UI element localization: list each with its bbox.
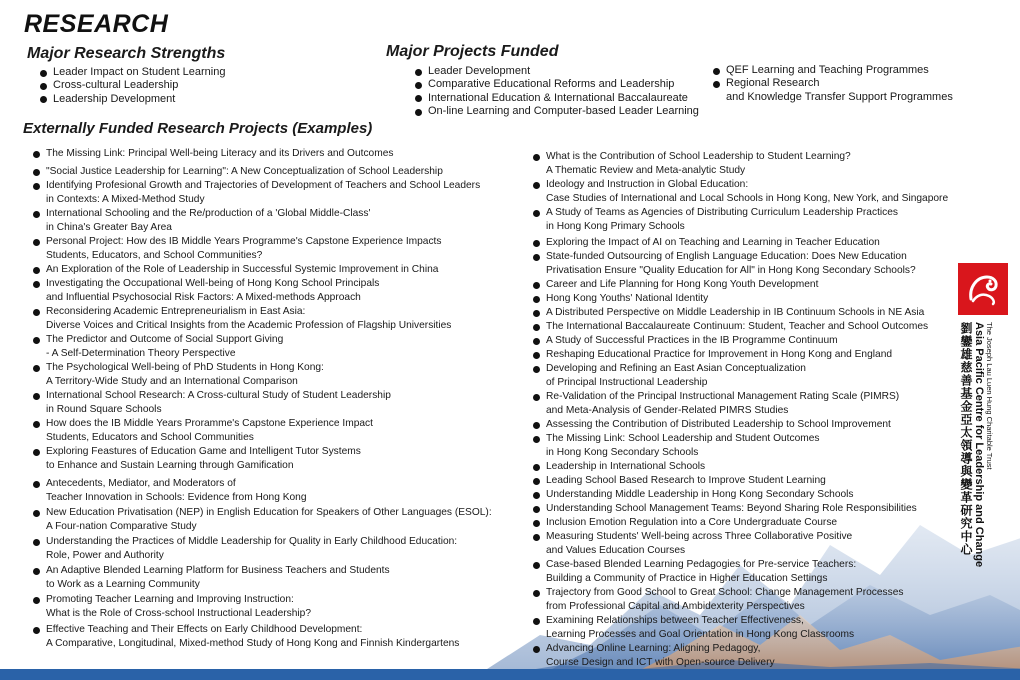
item-line: A Territory-Wide Study and an International Comparison xyxy=(46,376,298,387)
item-line: Leading School Based Research to Improve Student Learning xyxy=(546,475,826,486)
item-line: The Missing Link: Principal Well-being Literacy and its Drivers and Outcomes xyxy=(46,148,394,159)
list-item xyxy=(533,474,948,488)
dragon-icon xyxy=(963,269,1003,309)
list-item xyxy=(533,306,948,320)
item-line: Building a Community of Practice in Higher Education Settings xyxy=(546,573,828,584)
list-item xyxy=(533,530,948,558)
list-item xyxy=(33,417,492,445)
list-item xyxy=(33,179,492,207)
item-line: Understanding Middle Leadership in Hong Kong Secondary Schools xyxy=(546,489,854,500)
list-item xyxy=(533,236,948,250)
item-line: Inclusion Emotion Regulation into a Core Undergraduate Course xyxy=(546,517,838,528)
external-list-left xyxy=(33,147,492,651)
item-line: Investigating the Occupational Well-being of Hong Kong School Principals xyxy=(46,278,380,289)
item-line: Ideology and Instruction in Global Education: xyxy=(546,179,749,190)
item-line: - A Self-Determination Theory Perspective xyxy=(46,348,236,359)
item-line: What is the Role of Cross-school Instructional Leadership? xyxy=(46,608,312,619)
list-item xyxy=(33,445,492,473)
item-line: Advancing Online Learning: Aligning Pedagogy, xyxy=(546,643,761,654)
list-item xyxy=(33,263,492,277)
item-line: in Contexts: A Mixed-Method Study xyxy=(46,194,205,205)
item-line: Measuring Students' Well-being across Three Collaborative Positive xyxy=(546,531,853,542)
list-item xyxy=(33,623,492,651)
trust-name: The Joseph Lau Luen Hung Charitable Trust xyxy=(985,322,994,470)
list-item xyxy=(533,642,948,670)
list-item xyxy=(33,593,492,621)
item-line: to Enhance and Sustain Learning through Gamification xyxy=(46,460,294,471)
list-item: Leader Impact on Student Learning xyxy=(40,66,225,79)
list-item xyxy=(533,558,948,586)
item-line: Students, Educators, and School Communities? xyxy=(46,250,263,261)
item-line: Leadership in International Schools xyxy=(546,461,706,472)
item-line: Regional Research xyxy=(726,77,820,90)
item-line: A Comparative, Longitudinal, Mixed-method Study of Hong Kong and Finnish Kindergartens xyxy=(46,638,460,649)
item-line: A Study of Successful Practices in the IB Programme Continuum xyxy=(546,335,838,346)
item-line: Privatisation Ensure "Quality Education for All" in Hong Kong Secondary Schools? xyxy=(546,265,916,276)
item-line: Examining Relationships between Teacher Effectiveness, xyxy=(546,615,804,626)
item-line: Understanding School Management Teams: Beyond Sharing Role Responsibilities xyxy=(546,503,917,514)
item-line: Antecedents, Mediator, and Moderators of xyxy=(46,478,236,489)
item-line: Reshaping Educational Practice for Improvement in Hong Kong and England xyxy=(546,349,893,360)
list-item xyxy=(33,535,492,563)
list-item xyxy=(533,418,948,432)
list-item xyxy=(713,77,953,104)
list-item xyxy=(533,178,948,206)
item-line: International School Research: A Cross-cultural Study of Student Leadership xyxy=(46,390,391,401)
item-line: Diverse Voices and Critical Insights from the Academic Profession of Flagship Universities xyxy=(46,320,452,331)
item-line: The Psychological Well-being of PhD Students in Hong Kong: xyxy=(46,362,324,373)
item-line: An Adaptive Blended Learning Platform for Business Teachers and Students xyxy=(46,565,390,576)
item-line: State-funded Outsourcing of English Language Education: Does New Education xyxy=(546,251,907,262)
strengths-list xyxy=(40,66,225,106)
list-item xyxy=(533,250,948,278)
item-line: to Work as a Learning Community xyxy=(46,579,200,590)
list-item xyxy=(33,506,492,534)
list-item xyxy=(533,348,948,362)
list-item xyxy=(33,333,492,361)
item-line: Exploring Feastures of Education Game and Intelligent Tutor Systems xyxy=(46,446,361,457)
centre-name-en: Asia Pacific Centre for Leadership and Change xyxy=(973,322,985,568)
item-line: in Hong Kong Secondary Schools xyxy=(546,447,699,458)
item-line: Promoting Teacher Learning and Improving Instruction: xyxy=(46,594,294,605)
list-item xyxy=(533,432,948,460)
item-line: A Study of Teams as Agencies of Distributing Curriculum Leadership Practices xyxy=(546,207,899,218)
item-line: New Education Privatisation (NEP) in English Education for Speakers of Other Languages (ESOL): xyxy=(46,507,492,518)
item-line: Identifying Profesional Growth and Trajectories of Development of Teachers and School Leaders xyxy=(46,180,481,191)
list-item xyxy=(533,362,948,390)
list-item xyxy=(533,614,948,642)
item-line: Assessing the Contribution of Distributed Leadership to School Improvement xyxy=(546,419,891,430)
list-item xyxy=(533,502,948,516)
item-line: in Round Square Schools xyxy=(46,404,162,415)
item-line: in Hong Kong Primary Schools xyxy=(546,221,685,232)
funded-list-col1 xyxy=(415,65,699,119)
item-line: Career and Life Planning for Hong Kong Youth Development xyxy=(546,279,819,290)
item-line: Trajectory from Good School to Great School: Change Management Processes xyxy=(546,587,904,598)
list-item xyxy=(33,305,492,333)
item-line: and Knowledge Transfer Support Programmes xyxy=(726,90,953,103)
item-line: Course Design and ICT with Open-source Delivery xyxy=(546,657,775,668)
item-line: Case-based Blended Learning Pedagogies for Pre-service Teachers: xyxy=(546,559,857,570)
list-item: International Education & International Baccalaureate xyxy=(415,92,699,105)
list-item xyxy=(533,488,948,502)
list-item xyxy=(533,586,948,614)
list-item xyxy=(33,477,492,505)
item-line: Personal Project: How des IB Middle Years Programme's Capstone Experience Impacts xyxy=(46,236,442,247)
item-line: Learning Processes and Goal Orientation in Hong Kong Classrooms xyxy=(546,629,855,640)
list-item xyxy=(533,516,948,530)
item-line: of Principal Instructional Leadership xyxy=(546,377,708,388)
item-line: A Thematic Review and Meta-analytic Study xyxy=(546,165,746,176)
item-line: A Four-nation Comparative Study xyxy=(46,521,197,532)
funded-heading: Major Projects Funded xyxy=(386,43,559,60)
item-line: Students, Educators and School Communities xyxy=(46,432,254,443)
item-line: The International Baccalaureate Continuum: Student, Teacher and School Outcomes xyxy=(546,321,929,332)
list-item: Leadership Development xyxy=(40,93,225,106)
item-line: Developing and Refining an East Asian Conceptualization xyxy=(546,363,806,374)
list-item xyxy=(533,292,948,306)
list-item xyxy=(33,564,492,592)
item-line: Effective Teaching and Their Effects on Early Childhood Development: xyxy=(46,624,363,635)
list-item xyxy=(33,277,492,305)
list-item xyxy=(33,165,492,179)
item-line: from Professional Capital and Ambidexterity Perspectives xyxy=(546,601,805,612)
list-item xyxy=(33,235,492,263)
external-list-right xyxy=(533,150,948,670)
item-line: in China's Greater Bay Area xyxy=(46,222,172,233)
item-line: Role, Power and Authority xyxy=(46,550,164,561)
external-heading: Externally Funded Research Projects (Examples) xyxy=(23,120,373,137)
list-item xyxy=(533,206,948,234)
list-item: Leader Development xyxy=(415,65,699,78)
list-item xyxy=(533,278,948,292)
item-line: What is the Contribution of School Leadership to Student Learning? xyxy=(546,151,851,162)
centre-logo xyxy=(958,263,1008,315)
item-line: Understanding the Practices of Middle Leadership for Quality in Early Childhood Education: xyxy=(46,536,458,547)
item-line: "Social Justice Leadership for Learning": A New Conceptualization of School Leadership xyxy=(46,166,443,177)
item-line: and Meta-Analysis of Gender-Related PIMRS Studies xyxy=(546,405,789,416)
list-item xyxy=(533,390,948,418)
list-item xyxy=(533,150,948,178)
list-item: On-line Learning and Computer-based Leader Learning xyxy=(415,105,699,118)
list-item xyxy=(33,207,492,235)
item-line: and Influential Psychosocial Risk Factors: A Mixed-methods Approach xyxy=(46,292,361,303)
list-item xyxy=(33,389,492,417)
list-item: QEF Learning and Teaching Programmes xyxy=(713,64,953,77)
list-item xyxy=(533,320,948,334)
item-line: How does the IB Middle Years Proramme's Capstone Experience Impact xyxy=(46,418,373,429)
item-line: Case Studies of International and Local Schools in Hong Kong, New York, and Singapore xyxy=(546,193,949,204)
item-line: and Values Education Courses xyxy=(546,545,686,556)
centre-name-zh: 劉鑾雄慈善基金亞太領導與變革研究中心 xyxy=(959,322,973,556)
bottom-band xyxy=(0,669,1020,680)
item-line: An Exploration of the Role of Leadership in Successful Systemic Improvement in China xyxy=(46,264,439,275)
list-item xyxy=(533,334,948,348)
list-item xyxy=(533,460,948,474)
item-line: The Predictor and Outcome of Social Support Giving xyxy=(46,334,284,345)
item-line: Teacher Innovation in Schools: Evidence from Hong Kong xyxy=(46,492,307,503)
item-line: Exploring the Impact of AI on Teaching and Learning in Teacher Education xyxy=(546,237,880,248)
item-line: A Distributed Perspective on Middle Leadership in IB Continuum Schools in NE Asia xyxy=(546,307,925,318)
list-item: Comparative Educational Reforms and Leadership xyxy=(415,78,699,91)
item-line: Reconsidering Academic Entrepreneurialism in East Asia: xyxy=(46,306,306,317)
item-line: Hong Kong Youths' National Identity xyxy=(546,293,709,304)
list-item xyxy=(33,147,492,161)
strengths-heading: Major Research Strengths xyxy=(27,45,226,62)
item-line: Re-Validation of the Principal Instructional Management Rating Scale (PIMRS) xyxy=(546,391,900,402)
funded-list-col2 xyxy=(713,64,953,104)
page-title: RESEARCH xyxy=(24,10,169,38)
list-item xyxy=(33,361,492,389)
item-line: The Missing Link: School Leadership and Student Outcomes xyxy=(546,433,820,444)
list-item: Cross-cultural Leadership xyxy=(40,79,225,92)
item-line: International Schooling and the Re/production of a 'Global Middle-Class' xyxy=(46,208,371,219)
